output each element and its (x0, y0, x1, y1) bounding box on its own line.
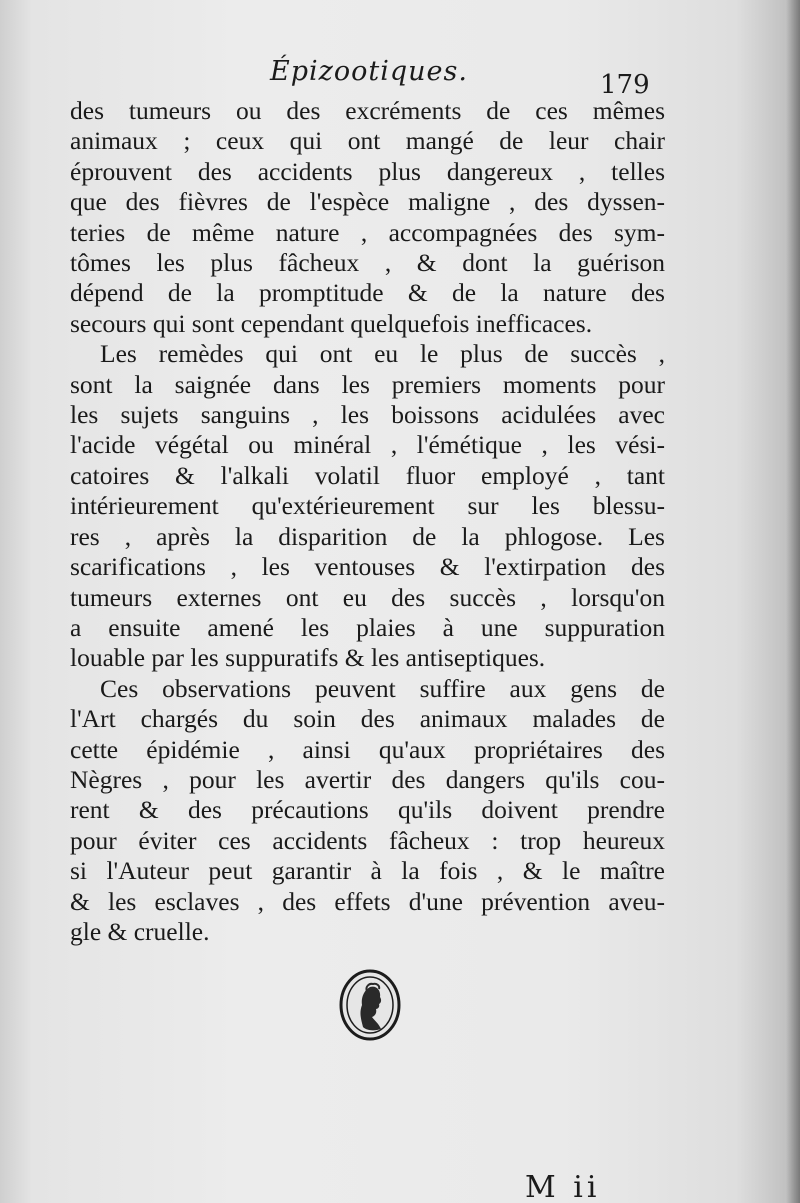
text-line: pour éviter ces accidents fâcheux : trop heureux (70, 825, 665, 855)
page-number: 179 (600, 70, 650, 100)
text-line: rent & des précautions qu'ils doivent prendre (70, 795, 665, 825)
cameo-ornament-icon (339, 969, 401, 1041)
paragraph-1 (70, 96, 665, 339)
text-line: les sujets sanguins , les boissons acidulées avec (70, 400, 665, 430)
running-head: Épizootiques. (270, 56, 468, 87)
text-line: l'acide végétal ou minéral , l'émétique , les vési- (70, 430, 665, 460)
text-line: sont la saignée dans les premiers moments pour (70, 369, 665, 399)
text-line: secours qui sont cependant quelquefois inefficaces. (70, 308, 593, 338)
text-line: Les remèdes qui ont eu le plus de succès , (100, 339, 665, 369)
text-line: res , après la disparition de la phlogose. Les (70, 521, 665, 551)
text-line: animaux ; ceux qui ont mangé de leur chair (70, 126, 665, 156)
paragraph-3 (70, 674, 665, 948)
text-line: Nègres , pour les avertir des dangers qu'ils cou- (70, 764, 665, 794)
text-line: tumeurs externes ont eu des succès , lorsqu'on (70, 582, 665, 612)
text-line: teries de même nature , accompagnées des sym- (70, 217, 665, 247)
text-line: dépend de la promptitude & de la nature des (70, 278, 665, 308)
text-line: intérieurement qu'extérieurement sur les blessu- (70, 491, 665, 521)
text-line: que des fièvres de l'espèce maligne , des dyssen- (70, 187, 665, 217)
text-line: éprouvent des accidents plus dangereux , telles (70, 156, 665, 186)
signature-mark: M ii (525, 1170, 601, 1203)
body-text (70, 96, 665, 947)
text-line: cette épidémie , ainsi qu'aux propriétaires des (70, 734, 665, 764)
text-line: catoires & l'alkali volatil fluor employé , tant (70, 460, 665, 490)
text-line: l'Art chargés du soin des animaux malades de (70, 704, 665, 734)
text-line: louable par les suppuratifs & les antiseptiques. (70, 643, 546, 673)
paragraph-2 (70, 339, 665, 673)
text-line: & les esclaves , des effets d'une prévention aveu- (70, 886, 665, 916)
text-line: des tumeurs ou des excréments de ces mêmes (70, 96, 665, 125)
text-line: a ensuite amené les plaies à une suppuration (70, 612, 665, 642)
text-line: scarifications , les ventouses & l'extirpation des (70, 552, 665, 582)
text-line: Ces observations peuvent suffire aux gens de (100, 673, 665, 703)
text-line: si l'Auteur peut garantir à la fois , & le maître (70, 856, 665, 886)
text-line: gle & cruelle. (70, 916, 210, 946)
text-line: tômes les plus fâcheux , & dont la guérison (70, 248, 665, 278)
